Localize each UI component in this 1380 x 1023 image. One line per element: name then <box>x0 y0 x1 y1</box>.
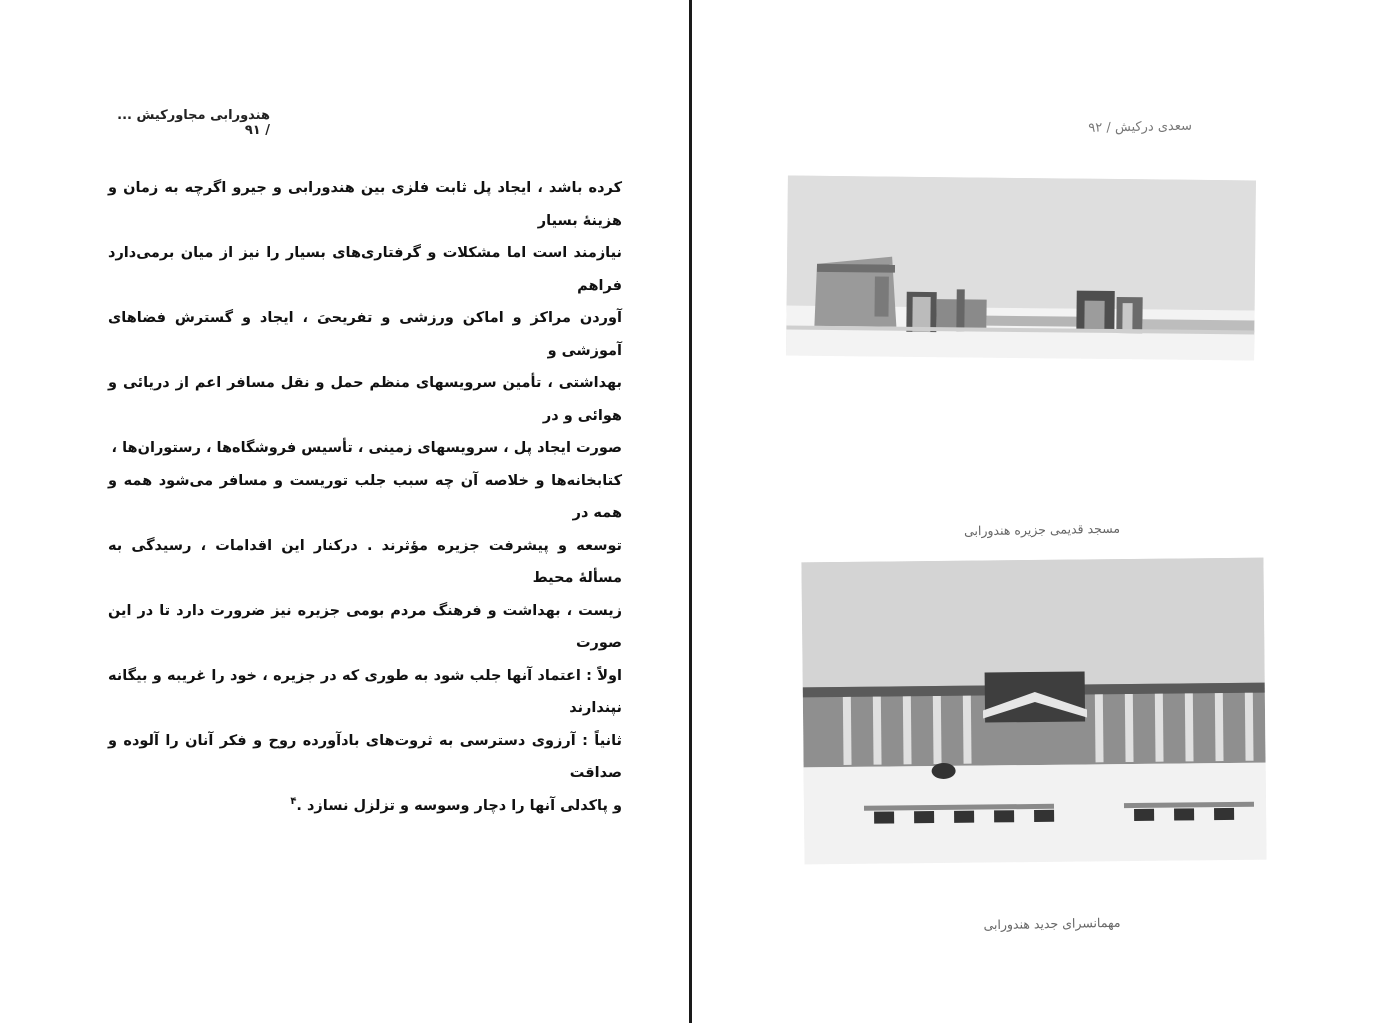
text-line: نیازمند است اما مشکلات و گرفتاری‌های بسیار را نیز از میان برمی‌دارد فراهم <box>108 245 622 294</box>
text-line: زیست ، بهداشت و فرهنگ مردم بومی جزیره نیز ضرورت دارد تا در این صورت <box>108 602 622 651</box>
guesthouse-illustration <box>801 558 1266 865</box>
text-line: آوردن مراکز و اماکن ورزشی و تفریحیَ ، ایجاد و گسترش فضاهای آموزشی و <box>108 310 622 359</box>
text-line: توسعه و پیشرفت جزیره مؤثرند . درکنار این اقدامات ، رسیدگی به مسألهٔ محیط <box>108 537 622 586</box>
right-running-head: سعدی درکیش / ۹۲ <box>1088 118 1193 136</box>
footnote-mark: ۴ <box>290 795 297 807</box>
text-line: صورت ایجاد پل ، سرویسهای زمینی ، تأسیس فروشگاه‌ها ، رستوران‌ها ، <box>111 440 622 456</box>
photo-2-caption: مهمانسرای جدید هندورابی <box>983 914 1121 933</box>
text-line: ثانیاً : آرزوی دسترسی به ثروت‌های بادآورده روح و فکر آنان را آلوده و صداقت <box>108 732 622 781</box>
right-page <box>692 0 1380 1023</box>
left-page <box>0 0 689 1023</box>
left-running-head: هندورابی مجاورکیش ... / ۹۱ <box>117 108 270 138</box>
text-line: اولاً : اعتماد آنها جلب شود به طوری که در جزیره ، خود را غریبه و بیگانه نپندارند <box>108 667 622 716</box>
old-mosque-photo <box>786 176 1256 361</box>
last-line-text: و پاکدلی آنها را دچار وسوسه و تزلزل نسازد . <box>296 797 622 814</box>
text-line-last <box>108 790 622 823</box>
photo-1-caption: مسجد قدیمی جزیره هندورابی <box>963 520 1121 539</box>
body-text <box>108 172 622 822</box>
text-line: کرده باشد ، ایجاد پل ثابت فلزی بین هندورابی و جیرو اگرچه به زمان و هزینهٔ بسیار <box>108 180 622 229</box>
text-line: کتابخانه‌ها و خلاصه آن چه سبب جلب توریست و مسافر می‌شود همه و همه در <box>108 472 622 521</box>
text-line: بهداشتی ، تأمین سرویسهای منظم حمل و نقل مسافر اعم از دریائی و هوائی و در <box>108 375 622 424</box>
old-mosque-illustration <box>786 176 1256 361</box>
new-guesthouse-photo <box>801 558 1266 865</box>
